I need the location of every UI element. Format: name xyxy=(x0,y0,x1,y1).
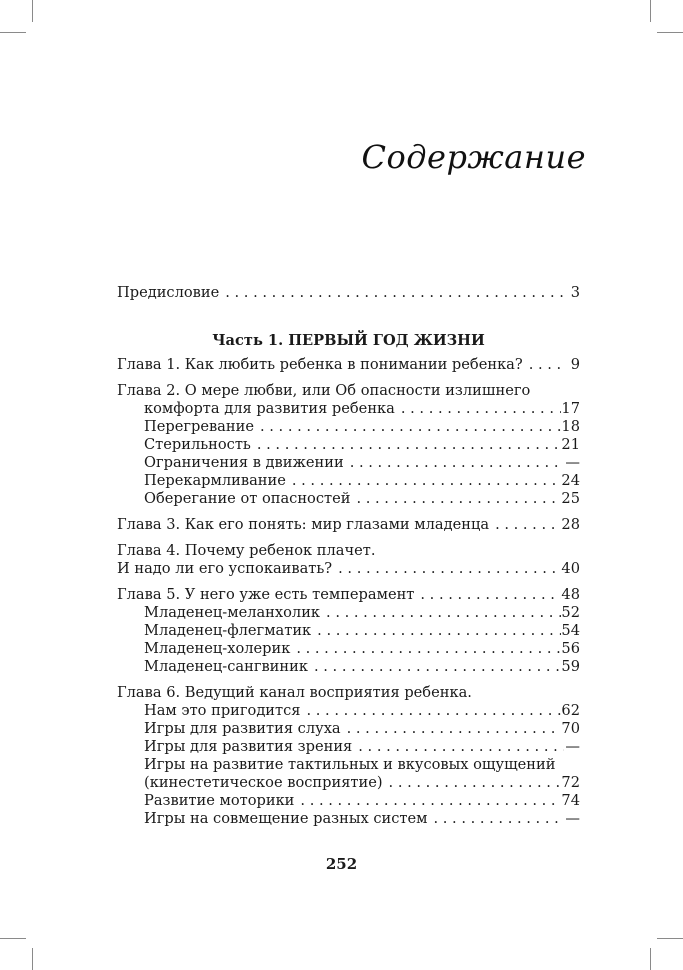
leader-dots xyxy=(290,640,561,658)
leader-dots xyxy=(311,622,561,640)
toc-entry-label: (кинестетическое восприятие) xyxy=(144,774,383,791)
toc-entry-chapter-2[interactable]: Глава 2. О мере любви, или Об опасности излишнего xyxy=(117,382,531,399)
toc-entry-page: — xyxy=(565,810,580,827)
leader-dots xyxy=(320,604,561,622)
leader-dots xyxy=(341,720,562,738)
toc-subentry[interactable] xyxy=(117,418,580,436)
leader-dots xyxy=(251,436,562,454)
leader-dots xyxy=(383,774,562,792)
toc-subentry[interactable] xyxy=(117,622,580,640)
toc-entry-label: И надо ли его успокаивать? xyxy=(117,560,333,577)
toc-entry-label: Предисловие xyxy=(117,284,220,301)
toc-entry-label: Оберегание от опасностей xyxy=(144,490,351,507)
leader-dots xyxy=(427,810,564,828)
toc-subentry-multiline-cont[interactable] xyxy=(117,774,580,792)
leader-dots xyxy=(294,792,561,810)
leader-dots xyxy=(332,560,561,578)
toc-subentry[interactable] xyxy=(117,604,580,622)
toc-entry-label: Перекармливание xyxy=(144,472,286,489)
leader-dots xyxy=(219,284,564,302)
toc-subentry[interactable] xyxy=(117,454,580,472)
toc-entry-label: Развитие моторики xyxy=(144,792,295,809)
toc-entry-page: 59 xyxy=(561,658,580,675)
toc-subentry[interactable] xyxy=(117,640,580,658)
leader-dots xyxy=(523,356,564,374)
toc-entry-chapter-1[interactable] xyxy=(117,356,580,374)
leader-dots xyxy=(395,400,562,418)
toc-entry-label: Младенец-холерик xyxy=(144,640,291,657)
toc-subentry[interactable] xyxy=(117,720,580,738)
toc-entry-label: Игры на совмещение разных систем xyxy=(144,810,428,827)
toc-entry-label: Глава 5. У него уже есть темперамент xyxy=(117,586,415,603)
toc-entry-page: 25 xyxy=(561,490,580,507)
leader-dots xyxy=(344,454,564,472)
leader-dots xyxy=(254,418,561,436)
toc-entry-chapter-3[interactable] xyxy=(117,516,580,534)
toc-entry-chapter-2-cont[interactable] xyxy=(117,400,580,418)
page-number: 252 xyxy=(325,855,358,873)
toc-subentry[interactable] xyxy=(117,472,580,490)
crop-mark xyxy=(650,948,651,970)
toc-entry-page: 18 xyxy=(561,418,580,435)
toc-entry-chapter-6[interactable]: Глава 6. Ведущий канал восприятия ребенка. xyxy=(117,684,472,701)
leader-dots xyxy=(414,586,561,604)
leader-dots xyxy=(300,702,561,720)
toc-entry-page: 3 xyxy=(570,284,580,301)
toc-entry-label: Игры для развития слуха xyxy=(144,720,341,737)
toc-subentry[interactable] xyxy=(117,490,580,508)
leader-dots xyxy=(286,472,562,490)
toc-entry-label: Игры для развития зрения xyxy=(144,738,353,755)
toc-entry-page: 40 xyxy=(561,560,580,577)
toc-entry-page: 74 xyxy=(561,792,580,809)
toc-entry-page: 24 xyxy=(561,472,580,489)
toc-entry-page: 52 xyxy=(561,604,580,621)
crop-mark xyxy=(0,938,26,939)
crop-mark xyxy=(32,948,33,970)
page-title: Содержание xyxy=(361,138,586,176)
toc-entry-page: 9 xyxy=(570,356,580,373)
toc-entry-label: Младенец-флегматик xyxy=(144,622,312,639)
part-heading: Часть 1. ПЕРВЫЙ ГОД ЖИЗНИ xyxy=(212,332,485,349)
toc-entry-label: Стерильность xyxy=(144,436,251,453)
toc-entry-label: Младенец-сангвиник xyxy=(144,658,308,675)
toc-entry-page: 17 xyxy=(561,400,580,417)
toc-subentry-multiline[interactable]: Игры на развитие тактильных и вкусовых ощущений xyxy=(144,756,556,773)
crop-mark xyxy=(657,32,683,33)
toc-entry-page: 72 xyxy=(561,774,580,791)
toc-subentry[interactable] xyxy=(117,810,580,828)
toc-subentry[interactable] xyxy=(117,436,580,454)
toc-entry-label: комфорта для развития ребенка xyxy=(144,400,395,417)
toc-entry-page: 56 xyxy=(561,640,580,657)
toc-entry-label: Нам это пригодится xyxy=(144,702,301,719)
leader-dots xyxy=(489,516,561,534)
toc-subentry[interactable] xyxy=(117,702,580,720)
toc-subentry[interactable] xyxy=(117,738,580,756)
crop-mark xyxy=(657,938,683,939)
toc-entry-page: — xyxy=(565,738,580,755)
toc-entry-page: 70 xyxy=(561,720,580,737)
toc-entry-label: Младенец-меланхолик xyxy=(144,604,321,621)
toc-entry-chapter-4-cont[interactable] xyxy=(117,560,580,578)
toc-entry-label: Ограничения в движении xyxy=(144,454,344,471)
toc-entry-page: 21 xyxy=(561,436,580,453)
toc-subentry[interactable] xyxy=(117,658,580,676)
toc-entry-page: — xyxy=(565,454,580,471)
crop-mark xyxy=(0,32,26,33)
toc-entry-chapter-4[interactable]: Глава 4. Почему ребенок плачет. xyxy=(117,542,376,559)
leader-dots xyxy=(308,658,561,676)
toc-entry-label: Глава 1. Как любить ребенка в понимании ребенка? xyxy=(117,356,523,373)
toc-entry-label: Перегревание xyxy=(144,418,254,435)
toc-entry-page: 54 xyxy=(561,622,580,639)
toc-entry-chapter-5[interactable] xyxy=(117,586,580,604)
leader-dots xyxy=(350,490,561,508)
crop-mark xyxy=(650,0,651,22)
toc-entry-page: 28 xyxy=(561,516,580,533)
crop-mark xyxy=(32,0,33,22)
toc-subentry[interactable] xyxy=(117,792,580,810)
toc-entry-label: Глава 3. Как его понять: мир глазами младенца xyxy=(117,516,490,533)
toc-entry-page: 62 xyxy=(561,702,580,719)
leader-dots xyxy=(352,738,564,756)
toc-entry-page: 48 xyxy=(561,586,580,603)
table-of-contents xyxy=(117,284,580,828)
toc-entry-preface[interactable] xyxy=(117,284,580,302)
